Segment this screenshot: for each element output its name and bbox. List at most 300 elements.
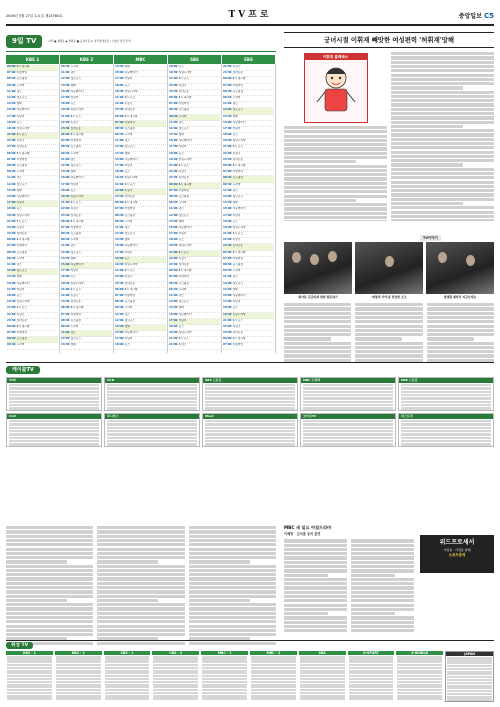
program-title: 6시 내고향 — [232, 77, 246, 81]
satellite-section — [6, 640, 494, 702]
satellite-column — [250, 651, 297, 702]
program-time: 17:00 — [61, 95, 70, 99]
program-title: 뉴스광장 — [70, 145, 81, 149]
program-time: 23:30 — [61, 213, 70, 217]
caption-2: '예명의 기억'중 한장면 포즈 — [371, 295, 407, 299]
program-time: 06:00 — [115, 287, 124, 291]
program-title: 9시 뉴스 — [232, 145, 243, 149]
program-time: 18:00 — [223, 306, 232, 310]
caption-3: 생생활 제작진 지금보세요 — [443, 295, 477, 299]
program-time: 12:00 — [115, 318, 124, 322]
program-title: 뉴스 — [70, 275, 76, 279]
program-time: 23:30 — [169, 263, 178, 266]
program-title: 9시 뉴스 — [178, 164, 189, 167]
program-title: 일일드라마 — [232, 139, 246, 143]
program-time: 11:00 — [169, 293, 178, 297]
program-title: 영화 — [232, 201, 238, 205]
program-title: 심야토론 — [232, 71, 243, 75]
photo-articles — [284, 302, 494, 362]
program-time: 12:00 — [169, 300, 178, 304]
satellite-channel-name: MBC - 1 — [201, 651, 248, 655]
program-time: 18:00 — [115, 170, 124, 174]
program-time: 08:30 — [7, 337, 16, 341]
program-time: 19:30 — [169, 331, 178, 335]
program-time: 19:30 — [61, 194, 70, 198]
cable-channel-box — [300, 377, 396, 411]
program-time: 19:30 — [169, 157, 178, 161]
feature-article — [284, 32, 494, 232]
program-time: 19:30 — [115, 89, 124, 93]
mbc-text-1 — [284, 538, 347, 633]
program-time: 08:30 — [61, 318, 70, 322]
program-title: 뉴스 — [124, 256, 130, 260]
program-title: 정오뉴스 — [124, 145, 135, 149]
program-title: 영화 — [178, 306, 184, 310]
program-time: 06:00 — [115, 114, 124, 118]
program-time: 11:00 — [7, 263, 16, 266]
program-title: 일일드라마 — [178, 157, 192, 161]
program-time: 06:00 — [7, 238, 16, 242]
program-time: 07:00 — [7, 244, 16, 248]
program-title: 9시 뉴스 — [70, 287, 81, 291]
program-time: 09:40 — [115, 219, 124, 223]
program-time: 06:00 — [7, 151, 16, 155]
cable-section — [6, 362, 494, 518]
program-title: 정오뉴스 — [124, 318, 135, 322]
program-title: 특집극 — [16, 139, 25, 143]
program-time: 17:00 — [115, 77, 124, 81]
program-time: 21:00 — [7, 133, 16, 137]
program-time: 21:00 — [115, 269, 124, 273]
program-title: 어린이 — [124, 337, 133, 341]
satellite-channel-name: CBS - 2 — [152, 651, 199, 655]
program-time: 13:30 — [115, 65, 124, 68]
program-time: 07:00 — [169, 275, 178, 279]
satellite-channel-name: CBS - 1 — [104, 651, 151, 655]
cable-channel-box — [300, 413, 396, 447]
program-title: 뉴스광장 — [178, 281, 189, 285]
program-time: 07:00 — [223, 256, 232, 260]
program-time: 13:30 — [169, 133, 178, 137]
cable-header — [6, 363, 494, 377]
program-title: 6시 내고향 — [70, 133, 84, 137]
program-title: 심야토론 — [70, 300, 81, 304]
tv-schedule — [6, 32, 276, 357]
program-time: 13:30 — [223, 201, 232, 205]
program-time: 17:00 — [115, 164, 124, 167]
program-title: 뉴스광장 — [16, 77, 27, 81]
program-title: 퀴즈 — [70, 157, 76, 161]
satellite-channel-name: KBS - 2 — [55, 651, 102, 655]
satellite-column — [396, 651, 443, 702]
program-time: 17:00 — [169, 145, 178, 149]
program-title: 아침마당 — [232, 343, 243, 347]
program-title: 드라마 — [124, 306, 133, 310]
program-title: 특집극 — [232, 324, 241, 328]
program-title: 정오뉴스 — [70, 250, 81, 254]
program-title: 퀴즈 — [16, 263, 22, 266]
program-time: 12:00 — [61, 164, 70, 167]
program-time: 18:00 — [223, 219, 232, 223]
program-time: 23:30 — [115, 194, 124, 198]
mbc-title: MBC 새 일요 아침드라마 — [284, 525, 332, 530]
program-title: 특집극 — [70, 293, 79, 297]
program-time: 17:00 — [223, 300, 232, 304]
program-title: 6시 내고향 — [124, 201, 138, 205]
date-line: 2006년 5월 27일 토요일 제14780호 — [6, 14, 63, 18]
program-time: 23:30 — [223, 157, 232, 161]
program-title: 다큐멘터리 — [70, 89, 84, 93]
program-time: 13:30 — [223, 287, 232, 291]
program-title: 6시 내고향 — [178, 269, 192, 273]
program-title: 다큐멘터리 — [232, 120, 246, 124]
cable-channel-name: YTN — [7, 378, 101, 383]
program-title: 심야토론 — [16, 318, 27, 322]
program-time: 12:00 — [7, 95, 16, 99]
program-time: 23:30 — [7, 145, 16, 149]
program-time: 21:00 — [7, 219, 16, 223]
channel-header-row — [6, 55, 276, 64]
program-time: 11:00 — [61, 244, 70, 248]
satellite-column — [201, 651, 248, 702]
cable-channel-box — [398, 377, 494, 411]
schedule-row — [115, 343, 166, 349]
program-title: 아침마당 — [124, 293, 135, 297]
bottom-articles — [6, 525, 276, 625]
photo-article-1 — [284, 302, 351, 362]
satellite-channel-name: KBS - 1 — [6, 651, 53, 655]
program-time: 13:30 — [115, 324, 124, 328]
schedule-tag: 9일 TV — [6, 35, 42, 48]
program-title: 아침마당 — [124, 120, 135, 124]
program-title: 6시 내고향 — [124, 287, 138, 291]
program-title: 뉴스광장 — [70, 232, 81, 236]
program-time: 08:30 — [61, 232, 70, 236]
program-time: 07:00 — [7, 331, 16, 335]
program-time: 08:30 — [7, 250, 16, 254]
program-title: 특집극 — [178, 170, 187, 174]
program-time: 23:30 — [115, 281, 124, 285]
satellite-channel-name: SBS — [299, 651, 346, 655]
program-time: 11:00 — [223, 275, 232, 279]
program-time: 09:40 — [7, 83, 16, 87]
program-title: 어린이 — [70, 95, 79, 99]
channel-ebs: EBS — [222, 55, 275, 64]
program-time: 11:00 — [169, 120, 178, 124]
program-title: 드라마 — [124, 219, 133, 223]
satellite-column — [104, 651, 151, 702]
program-time: 08:30 — [223, 176, 232, 180]
program-title: 퀴즈 — [16, 89, 22, 93]
program-time: 18:00 — [169, 65, 178, 68]
program-time: 18:00 — [169, 151, 178, 155]
program-time: 08:30 — [115, 126, 124, 130]
program-time: 13:30 — [115, 151, 124, 155]
program-title: 일일드라마 — [16, 126, 30, 130]
program-title: 일일드라마 — [178, 331, 192, 335]
program-time: 11:00 — [223, 188, 232, 192]
program-time: 17:00 — [61, 182, 70, 186]
program-title: 일일드라마 — [124, 176, 138, 180]
program-title: 어린이 — [70, 182, 79, 186]
program-time: 19:30 — [169, 71, 178, 75]
program-title: 일일드라마 — [124, 263, 138, 266]
program-title: 특집극 — [178, 256, 187, 260]
channel-kbs2: KBS 2 — [60, 55, 113, 64]
program-title: 심야토론 — [124, 108, 135, 112]
program-time: 13:30 — [115, 238, 124, 242]
program-time: 15:00 — [115, 331, 124, 335]
program-title: 6시 내고향 — [16, 151, 30, 155]
program-time: 17:00 — [115, 337, 124, 341]
program-title: 아침마당 — [70, 312, 81, 316]
program-time: 19:30 — [7, 300, 16, 304]
program-time: 17:00 — [61, 269, 70, 273]
program-title: 특집극 — [178, 83, 187, 87]
ad-tagline: 스포츠중계 — [448, 553, 466, 558]
program-time: 11:00 — [115, 225, 124, 229]
program-title: 9시 뉴스 — [232, 232, 243, 236]
program-title: 다큐멘터리 — [124, 331, 138, 335]
program-title: 6시 내고향 — [16, 324, 30, 328]
program-time: 22:00 — [223, 65, 232, 68]
program-title: 일일드라마 — [178, 244, 192, 248]
program-time: 19:30 — [115, 263, 124, 266]
program-title: 정오뉴스 — [16, 95, 27, 99]
program-time: 08:30 — [223, 89, 232, 93]
satellite-column — [152, 651, 199, 702]
program-title: 특집극 — [16, 312, 25, 316]
program-time: 21:00 — [115, 95, 124, 99]
program-title: 어린이 — [16, 114, 25, 118]
program-title: 심야토론 — [16, 145, 27, 149]
satellite-header — [6, 641, 494, 650]
program-time: 23:30 — [169, 89, 178, 93]
program-title: 심야토론 — [70, 126, 81, 130]
program-title: 심야토론 — [70, 213, 81, 217]
program-title: 6시 내고향 — [178, 182, 192, 186]
program-title: 6시 내고향 — [232, 250, 246, 254]
program-title: 다큐멘터리 — [178, 312, 192, 316]
program-time: 12:00 — [7, 182, 16, 186]
program-time: 15:00 — [61, 263, 70, 266]
program-title: 영화 — [232, 114, 238, 118]
program-title: 어린이 — [232, 213, 241, 217]
program-title: 다큐멘터리 — [124, 71, 138, 75]
satellite-column — [299, 651, 346, 702]
paper-name: 중앙일보 — [458, 13, 482, 20]
masthead — [6, 4, 494, 26]
program-time: 15:00 — [7, 194, 16, 198]
program-title: 뉴스광장 — [232, 176, 243, 180]
program-title: 드라마 — [232, 182, 241, 186]
program-time: 17:00 — [169, 232, 178, 236]
program-time: 07:00 — [115, 207, 124, 211]
program-title: 드라마 — [16, 343, 25, 347]
program-time: 17:00 — [115, 250, 124, 254]
satellite-japan-column — [445, 651, 494, 702]
program-time: 17:00 — [7, 287, 16, 291]
program-title: 일일드라마 — [124, 89, 138, 93]
program-title: 일일드라마 — [232, 312, 246, 316]
mbc-subtitle: 이혜영 · 김석훈 등의 출연 — [284, 532, 321, 537]
channel-sbs: SBS — [168, 55, 221, 64]
program-title: 뉴스 — [178, 238, 184, 242]
program-title: 뉴스광장 — [124, 300, 135, 304]
schedule-row — [169, 343, 220, 349]
program-time: 21:00 — [223, 232, 232, 236]
channel-kbs1: KBS 1 — [6, 55, 59, 64]
program-time: 15:00 — [169, 139, 178, 143]
mbc-text-2 — [351, 538, 414, 633]
program-time: 23:30 — [169, 176, 178, 180]
program-time: 22:00 — [169, 256, 178, 260]
program-time: 07:00 — [223, 170, 232, 174]
program-time: 07:00 — [169, 188, 178, 192]
program-time: 11:00 — [7, 89, 16, 93]
program-title: 정오뉴스 — [232, 281, 243, 285]
program-title: 영화 — [124, 65, 130, 68]
program-title: 어린이 — [124, 77, 133, 81]
program-title: 뉴스광장 — [70, 318, 81, 322]
program-time: 19:30 — [223, 225, 232, 229]
program-title: 특집극 — [232, 238, 241, 242]
program-title: 아침마당 — [16, 157, 27, 161]
satellite-column — [55, 651, 102, 702]
program-title: 드라마 — [232, 269, 241, 273]
program-time: 12:00 — [61, 77, 70, 81]
program-title: 드라마 — [70, 238, 79, 242]
program-title: 정오뉴스 — [232, 194, 243, 198]
satellite-channel-name: S-WORLD — [396, 651, 443, 655]
page-number: C5 — [483, 12, 494, 20]
program-title: 아침마당 — [124, 207, 135, 211]
program-title: 뉴스광장 — [178, 194, 189, 198]
cable-channel-name: CGV — [7, 414, 101, 419]
program-time: 11:00 — [7, 176, 16, 180]
cable-channel-name: 히스토리 — [399, 414, 493, 419]
program-title: 어린이 — [124, 164, 133, 167]
program-title: 퀴즈 — [232, 275, 238, 279]
program-time: 18:00 — [115, 256, 124, 260]
program-title: 뉴스 — [124, 83, 130, 87]
program-title: 뉴스 — [124, 170, 130, 174]
program-title: 아침마당 — [178, 102, 189, 106]
program-time: 08:30 — [223, 263, 232, 266]
program-title: 아침마당 — [232, 170, 243, 174]
program-time: 17:00 — [7, 114, 16, 118]
cable-channel-name: 코미디TV — [301, 414, 395, 419]
program-title: 6시 내고향 — [124, 114, 138, 118]
program-time: 17:00 — [223, 213, 232, 217]
program-time: 06:00 — [223, 337, 232, 341]
cable-channel-box — [398, 413, 494, 447]
cable-channel-box — [104, 413, 200, 447]
program-title: 심야토론 — [178, 176, 189, 180]
program-title: 6시 내고향 — [70, 219, 84, 223]
satellite-column — [6, 651, 53, 702]
program-title: 드라마 — [178, 287, 187, 291]
program-title: 정오뉴스 — [16, 182, 27, 186]
program-time: 07:00 — [223, 343, 232, 347]
program-time: 07:00 — [7, 157, 16, 161]
schedule-column — [168, 64, 222, 353]
schedule-row — [61, 343, 112, 349]
program-time: 22:00 — [61, 207, 70, 211]
program-title: 정오뉴스 — [70, 337, 81, 341]
schedule-column — [114, 64, 168, 353]
feature-body — [284, 51, 494, 221]
program-time: 21:00 — [7, 306, 16, 310]
program-time: 07:00 — [61, 225, 70, 229]
program-title: 심야토론 — [232, 331, 243, 335]
feature-text-2 — [391, 52, 494, 221]
program-title: 뉴스 — [16, 120, 22, 124]
program-title: 6시 내고향 — [178, 95, 192, 99]
program-time: 21:00 — [169, 77, 178, 81]
schedule-column — [6, 64, 60, 353]
cable-channel-name: Mnet — [203, 414, 297, 419]
program-title: 퀴즈 — [16, 176, 22, 180]
caption-1: 화가들 궁금하게 채널 방문하기 — [298, 295, 338, 299]
cartoon-illustration — [311, 62, 361, 117]
program-title: 뉴스광장 — [16, 250, 27, 254]
program-title: 특집극 — [124, 188, 133, 192]
program-time: 11:00 — [223, 102, 232, 106]
ad-subtitle: 기업용 · 가정용 판매 — [443, 547, 471, 552]
program-time: 09:40 — [223, 95, 232, 99]
program-title: 드라마 — [16, 83, 25, 87]
program-title: 어린이 — [70, 269, 79, 273]
program-title: 어린이 — [178, 145, 187, 149]
program-title: 퀴즈 — [232, 188, 238, 192]
program-title: 영화 — [124, 151, 130, 155]
program-title: 정오뉴스 — [16, 269, 27, 273]
program-time: 23:30 — [115, 108, 124, 112]
program-time: 22:00 — [223, 324, 232, 328]
program-title: 뉴스광장 — [178, 108, 189, 112]
program-title: 정오뉴스 — [124, 232, 135, 236]
program-time: 23:30 — [223, 244, 232, 248]
feature-headline: 궁녀시절 이휘재 빼앗한 여성편력 '허휘재'망해 — [284, 32, 494, 48]
program-title: 뉴스 — [232, 133, 238, 137]
advertisement — [420, 535, 494, 573]
program-title: 뉴스 — [232, 306, 238, 310]
program-title: 특집극 — [124, 102, 133, 106]
program-time: 08:30 — [115, 213, 124, 217]
program-title: 정오뉴스 — [178, 213, 189, 217]
program-title: 드라마 — [16, 256, 25, 260]
program-title: 6시 내고향 — [16, 238, 30, 242]
program-title: 영화 — [178, 133, 184, 137]
program-title: 영화 — [16, 275, 22, 279]
cable-channel-box — [6, 413, 102, 447]
schedule-columns — [6, 64, 276, 353]
program-time: 07:00 — [115, 293, 124, 297]
program-title: 9시 뉴스 — [124, 269, 135, 273]
program-time: 17:00 — [7, 201, 16, 205]
program-time: 22:00 — [115, 188, 124, 192]
program-time: 23:30 — [7, 318, 16, 322]
feature-col-2 — [391, 51, 494, 221]
satellite-columns — [6, 651, 494, 702]
program-time: 08:30 — [169, 108, 178, 112]
program-time: 23:30 — [7, 232, 16, 236]
program-time: 08:30 — [7, 77, 16, 81]
program-title: 다큐멘터리 — [178, 139, 192, 143]
program-time: 21:00 — [223, 318, 232, 322]
program-time: 09:40 — [169, 114, 178, 118]
